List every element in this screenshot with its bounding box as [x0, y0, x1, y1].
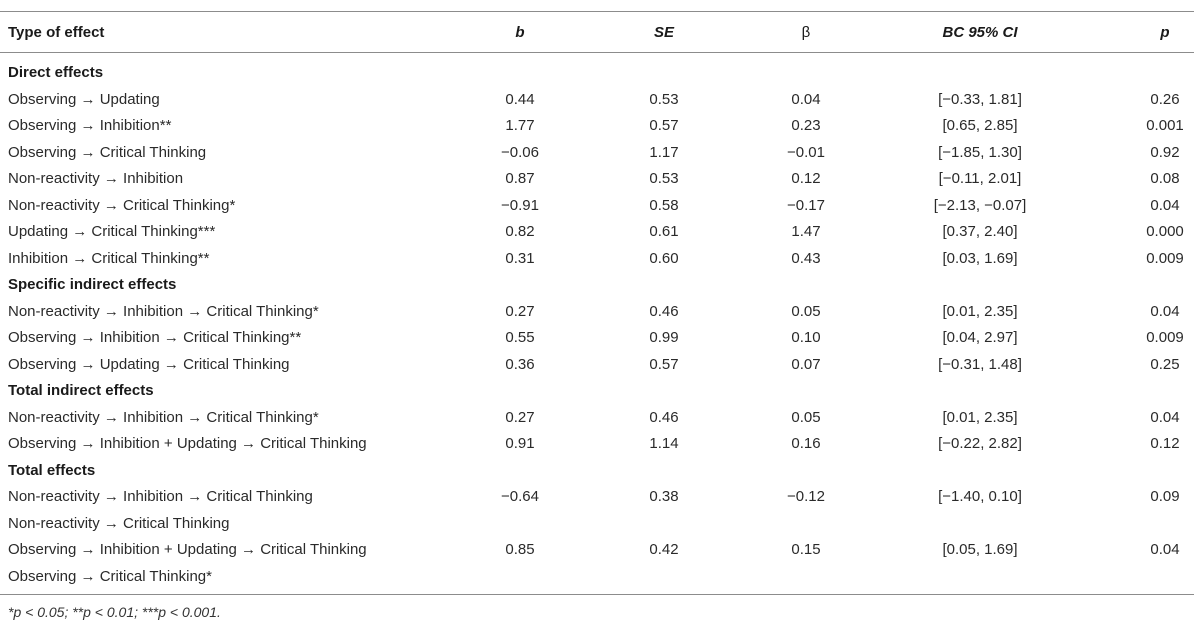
section-title: Total effects — [8, 461, 96, 479]
p-value: 0.25 — [1150, 355, 1180, 373]
ci-value: [0.03, 1.69] — [942, 249, 1018, 267]
b-value: 0.44 — [505, 90, 535, 108]
ci-value: [−0.33, 1.81] — [938, 90, 1022, 108]
b-value: −0.91 — [501, 196, 539, 214]
b-value: −0.06 — [501, 143, 539, 161]
table-header — [0, 14, 1200, 52]
beta-value: −0.17 — [787, 196, 825, 214]
effect-label: Observing → Updating → Critical Thinking — [8, 355, 290, 373]
table-row — [0, 484, 1200, 511]
table-row — [0, 537, 1200, 564]
beta-value: −0.01 — [787, 143, 825, 161]
p-value: 0.04 — [1150, 196, 1180, 214]
header-b: b — [515, 24, 525, 41]
ci-value: [0.37, 2.40] — [942, 223, 1018, 240]
b-value: 0.27 — [505, 408, 535, 426]
effect-label: Non-reactivity → Inhibition → Critical Thinking — [8, 488, 313, 505]
section-header-row — [0, 378, 1200, 405]
effect-label: Observing → Inhibition → Critical Thinking** — [8, 329, 302, 346]
p-value: 0.001 — [1146, 117, 1184, 134]
table-row — [0, 352, 1200, 379]
table-top-rule — [0, 11, 1194, 12]
se-value: 0.58 — [649, 196, 679, 214]
p-value: 0.92 — [1150, 143, 1180, 161]
table-row — [0, 166, 1200, 193]
header-p: p — [1160, 24, 1170, 41]
beta-value: 0.15 — [791, 541, 821, 558]
p-value: 0.12 — [1150, 435, 1180, 452]
se-value: 0.46 — [649, 302, 679, 320]
p-value: 0.26 — [1150, 90, 1180, 108]
effect-label: Updating → Critical Thinking*** — [8, 223, 216, 240]
se-value: 1.17 — [649, 143, 679, 161]
table-row — [0, 140, 1200, 167]
table-row — [0, 299, 1200, 326]
ci-value: [−0.22, 2.82] — [938, 435, 1022, 452]
se-value: 0.42 — [649, 541, 679, 558]
section-title: Direct effects — [8, 64, 104, 81]
b-value: 0.85 — [505, 541, 535, 558]
effect-label: Inhibition → Critical Thinking** — [8, 249, 210, 267]
section-header-row — [0, 60, 1200, 87]
section-header-row — [0, 458, 1200, 485]
effect-label: Observing → Inhibition + Updating → Critical Thinking — [8, 435, 367, 452]
effect-label: Non-reactivity → Inhibition — [8, 170, 184, 187]
p-value: 0.009 — [1146, 249, 1184, 267]
effect-label: Observing → Inhibition + Updating → Critical Thinking — [8, 541, 367, 558]
effect-label: Observing → Critical Thinking — [8, 143, 207, 161]
table-row — [0, 325, 1200, 352]
section-title: Total indirect effects — [8, 382, 154, 399]
se-value: 1.14 — [649, 435, 679, 452]
table-row — [0, 405, 1200, 432]
table-row — [0, 219, 1200, 246]
p-value: 0.04 — [1150, 302, 1180, 320]
ci-value: [−1.40, 0.10] — [938, 488, 1022, 505]
se-value: 0.60 — [649, 249, 679, 267]
ci-value: [−0.11, 2.01] — [938, 170, 1022, 187]
se-value: 0.38 — [649, 488, 679, 505]
header-bottom-rule — [0, 52, 1194, 53]
table-row — [0, 87, 1200, 114]
b-value: 0.82 — [505, 223, 535, 240]
effect-label: Non-reactivity → Critical Thinking — [8, 514, 230, 532]
ci-value: [0.04, 2.97] — [942, 329, 1018, 346]
b-value: 1.77 — [505, 117, 535, 134]
beta-value: 0.10 — [791, 329, 821, 346]
p-value: 0.08 — [1150, 170, 1180, 187]
header-ci: BC 95% CI — [942, 24, 1018, 41]
effect-label: Observing → Inhibition** — [8, 117, 172, 134]
table-row — [0, 246, 1200, 273]
b-value: 0.87 — [505, 170, 535, 187]
beta-value: −0.12 — [787, 488, 825, 505]
p-value: 0.000 — [1146, 223, 1184, 240]
beta-value: 0.12 — [791, 170, 821, 187]
p-value: 0.09 — [1150, 488, 1180, 505]
header-beta: β — [801, 24, 811, 41]
table-footnote: *p < 0.05; **p < 0.01; ***p < 0.001. — [8, 604, 221, 620]
ci-value: [0.01, 2.35] — [942, 302, 1018, 320]
p-value: 0.04 — [1150, 541, 1180, 558]
ci-value: [−0.31, 1.48] — [938, 355, 1022, 373]
table-body — [0, 60, 1200, 590]
se-value: 0.57 — [649, 117, 679, 134]
se-value: 0.53 — [649, 90, 679, 108]
p-value: 0.04 — [1150, 408, 1180, 426]
b-value: −0.64 — [501, 488, 539, 505]
table-bottom-rule — [0, 594, 1194, 595]
table-row — [0, 193, 1200, 220]
se-value: 0.57 — [649, 355, 679, 373]
beta-value: 1.47 — [791, 223, 821, 240]
beta-value: 0.43 — [791, 249, 821, 267]
se-value: 0.61 — [649, 223, 679, 240]
effect-label: Observing → Updating — [8, 90, 160, 108]
beta-value: 0.05 — [791, 408, 821, 426]
beta-value: 0.04 — [791, 90, 821, 108]
ci-value: [−1.85, 1.30] — [938, 143, 1022, 161]
beta-value: 0.16 — [791, 435, 821, 452]
header-type-of-effect: Type of effect — [8, 24, 105, 41]
beta-value: 0.23 — [791, 117, 821, 134]
table-row — [0, 564, 1200, 591]
section-header-row — [0, 272, 1200, 299]
table-row — [0, 511, 1200, 538]
effect-label: Non-reactivity → Inhibition → Critical Thinking* — [8, 408, 319, 426]
p-value: 0.009 — [1146, 329, 1184, 346]
ci-value: [0.05, 1.69] — [942, 541, 1018, 558]
beta-value: 0.07 — [791, 355, 821, 373]
ci-value: [0.65, 2.85] — [942, 117, 1018, 134]
section-title: Specific indirect effects — [8, 276, 177, 293]
ci-value: [−2.13, −0.07] — [933, 196, 1027, 214]
effect-label: Non-reactivity → Critical Thinking* — [8, 196, 236, 214]
b-value: 0.27 — [505, 302, 535, 320]
table-row — [0, 113, 1200, 140]
b-value: 0.55 — [505, 329, 535, 346]
b-value: 0.36 — [505, 355, 535, 373]
effect-label: Non-reactivity → Inhibition → Critical Thinking* — [8, 302, 319, 320]
header-se: SE — [653, 24, 674, 41]
se-value: 0.46 — [649, 408, 679, 426]
effect-label: Observing → Critical Thinking* — [8, 567, 212, 585]
beta-value: 0.05 — [791, 302, 821, 320]
se-value: 0.99 — [649, 329, 679, 346]
table-row — [0, 431, 1200, 458]
ci-value: [0.01, 2.35] — [942, 408, 1018, 426]
se-value: 0.53 — [649, 170, 679, 187]
b-value: 0.31 — [505, 249, 535, 267]
b-value: 0.91 — [505, 435, 535, 452]
